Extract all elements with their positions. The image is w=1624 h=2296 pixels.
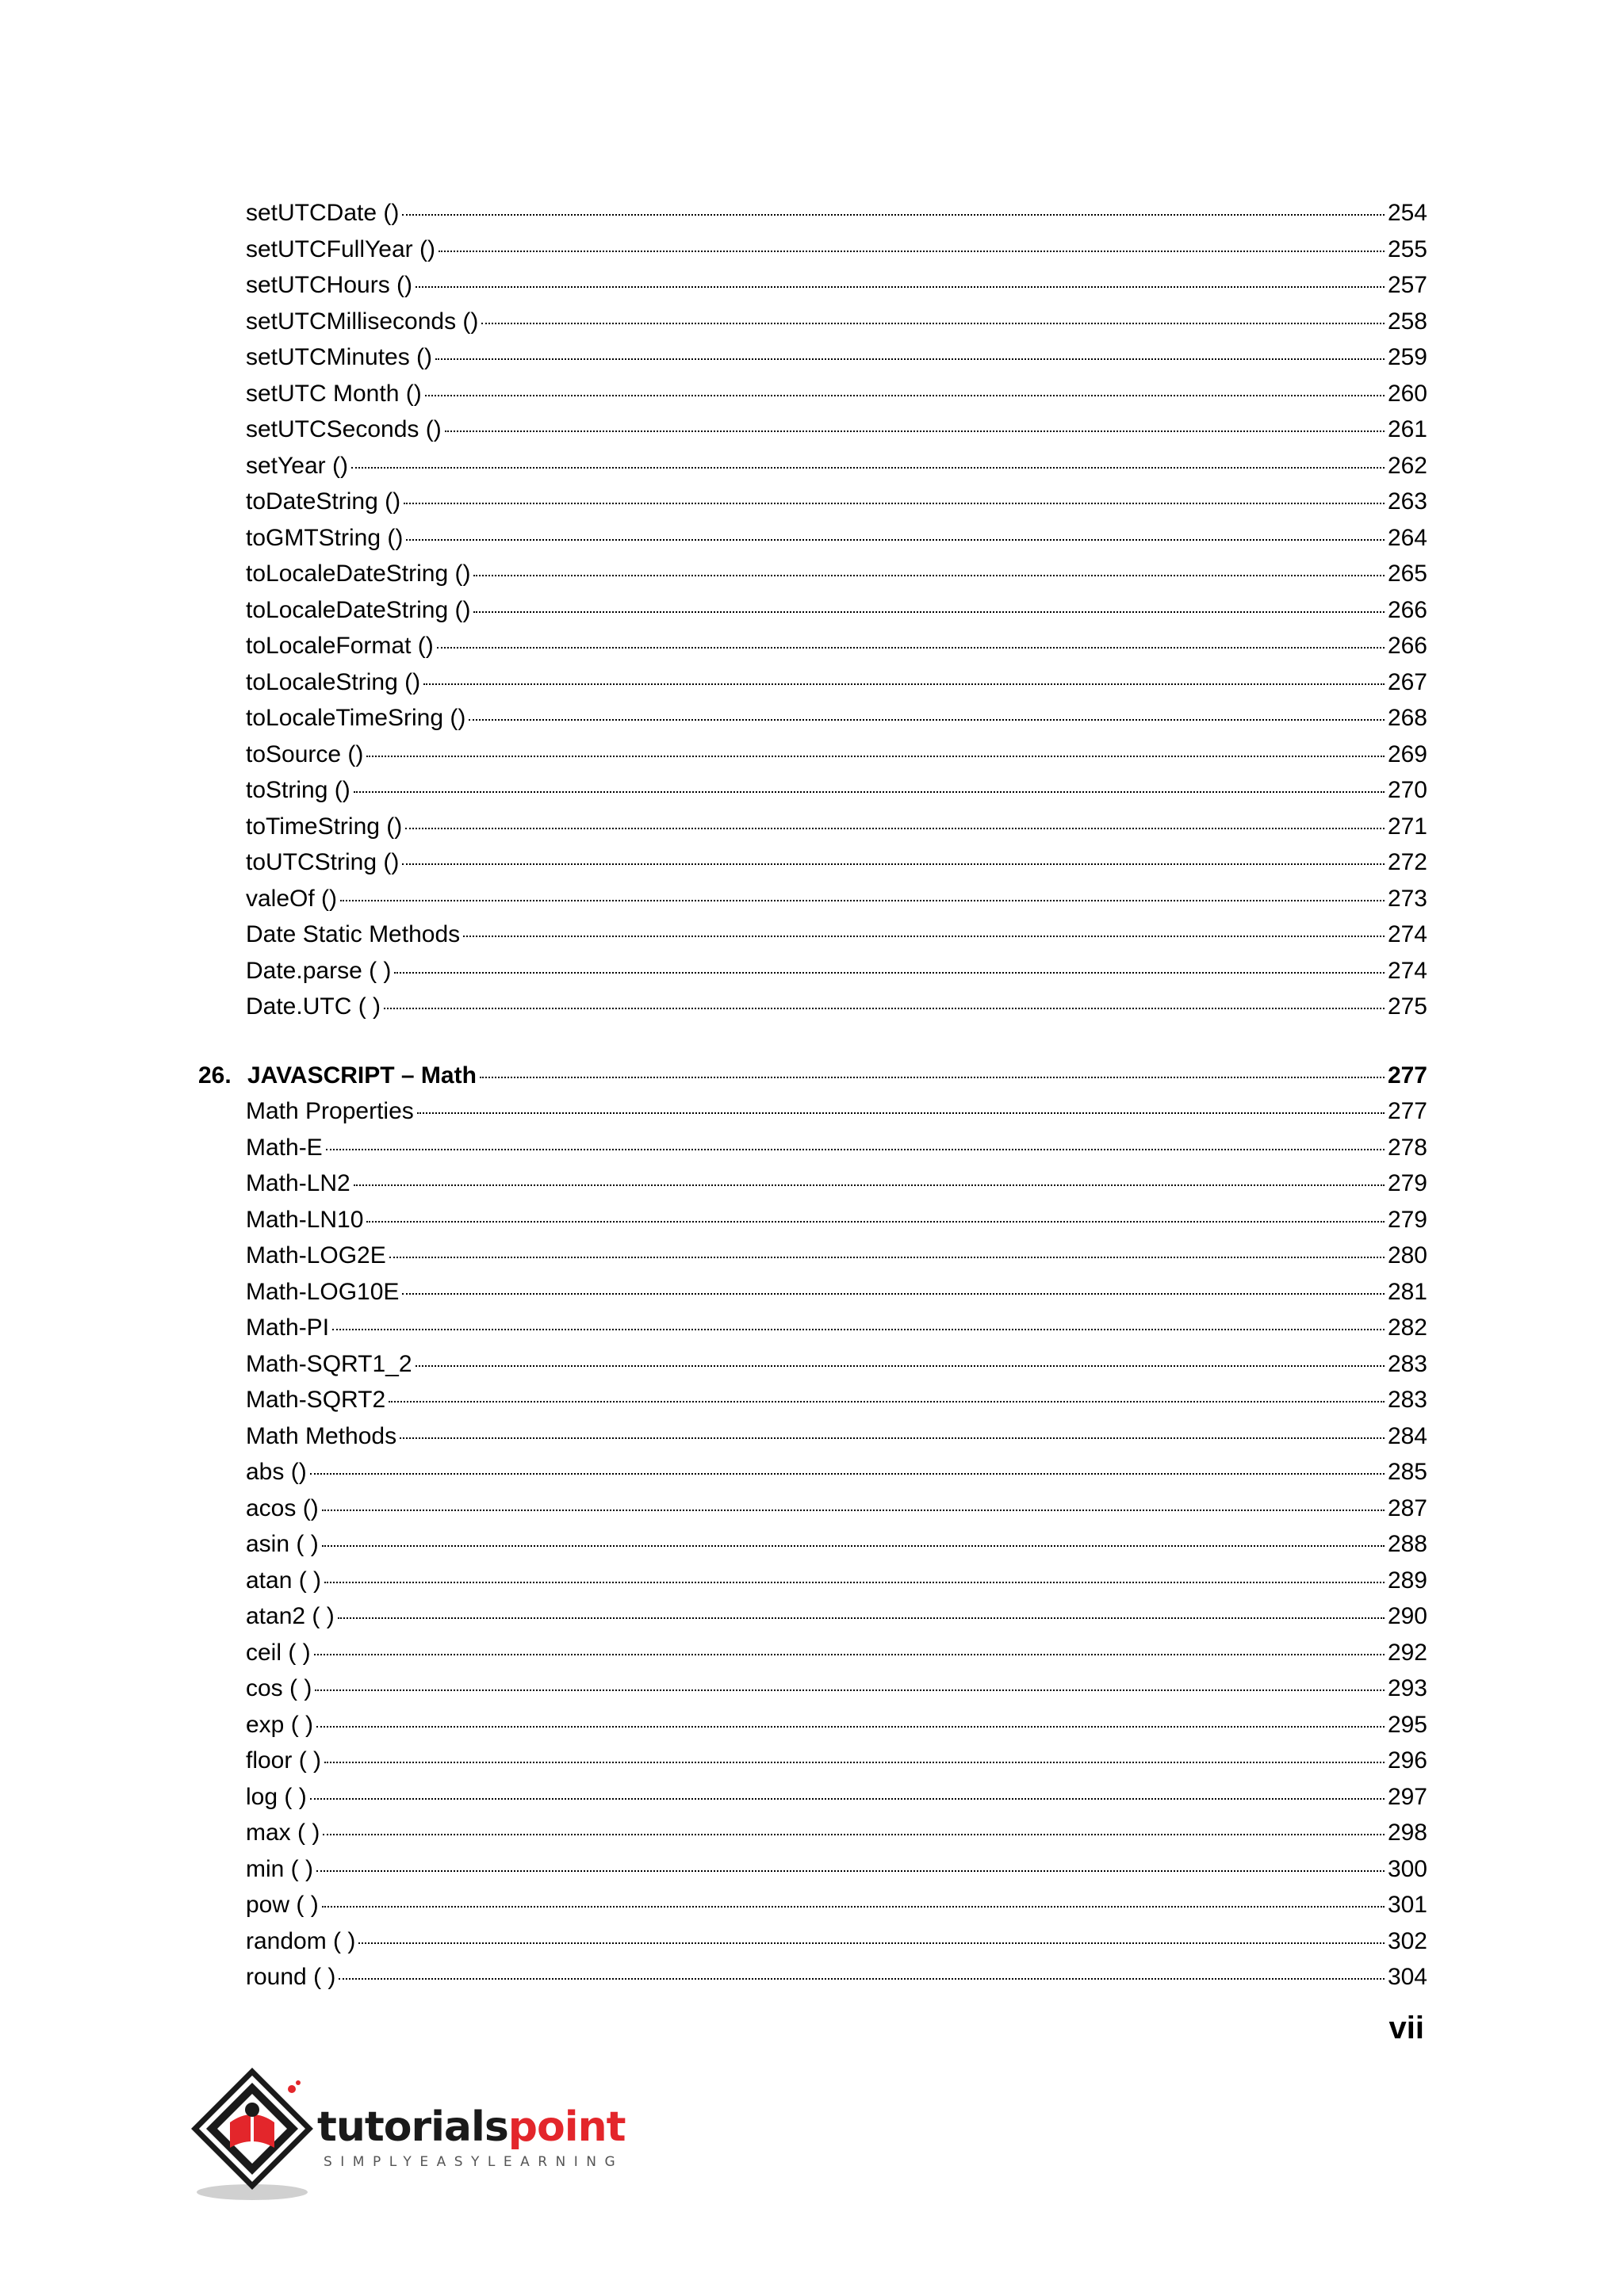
tutorialspoint-logo: [190, 2065, 634, 2204]
toc-entry[interactable]: [246, 486, 1427, 518]
toc-dot-leader: [354, 1184, 1385, 1186]
toc-dot-leader: [435, 358, 1385, 360]
toc-entry[interactable]: [246, 378, 1427, 410]
toc-entry-label: atan ( ): [246, 1567, 322, 1594]
toc-entry-label: max ( ): [246, 1820, 320, 1846]
toc-dot-leader: [402, 1293, 1385, 1295]
toc-dot-leader: [416, 286, 1385, 288]
toc-entry-label: setUTCMinutes (): [246, 344, 433, 370]
toc-entry[interactable]: [246, 1240, 1427, 1272]
toc-dot-leader: [402, 863, 1385, 865]
toc-entry[interactable]: [246, 450, 1427, 482]
toc-dot-leader: [354, 791, 1385, 793]
toc-entry-label: toUTCString (): [246, 849, 400, 875]
toc-entry-label: ceil ( ): [246, 1639, 311, 1666]
toc-entry-label: Math-SQRT2: [246, 1387, 386, 1413]
toc-entry[interactable]: [246, 1817, 1427, 1849]
toc-entry-label: setUTCFullYear (): [246, 235, 435, 262]
toc-dot-leader: [437, 647, 1385, 649]
toc-entry-label: random ( ): [246, 1927, 356, 1954]
toc-entry-label: toTimeString (): [246, 813, 403, 840]
toc-entry-label: cos ( ): [246, 1675, 312, 1701]
toc-entry-page: 254: [1387, 200, 1427, 226]
toc-entry[interactable]: [246, 1889, 1427, 1921]
toc-entry-page: 302: [1387, 1927, 1427, 1954]
toc-entry[interactable]: [246, 1168, 1427, 1200]
toc-dot-leader: [423, 683, 1385, 685]
toc-entry-label: setUTCHours (): [246, 272, 413, 298]
toc-entry-label: Math-E: [246, 1134, 323, 1161]
logo-tagline: SIMPLYEASYLEARNING: [324, 2154, 624, 2170]
toc-entry-label: JAVASCRIPT – Math: [247, 1062, 477, 1089]
toc-entry-label: round ( ): [246, 1964, 336, 1990]
toc-dot-leader: [406, 539, 1385, 541]
toc-entry-label: min ( ): [246, 1855, 313, 1882]
toc-entry[interactable]: [246, 847, 1427, 878]
toc-dot-leader: [394, 972, 1385, 974]
toc-entry-page: 296: [1387, 1747, 1427, 1774]
toc-entry-label: setUTC Month (): [246, 380, 422, 407]
toc-entry[interactable]: [246, 1493, 1427, 1525]
toc-entry[interactable]: [246, 811, 1427, 843]
toc-entry[interactable]: [246, 1456, 1427, 1488]
toc-entry-label: valeOf (): [246, 885, 338, 912]
toc-dot-leader: [439, 251, 1385, 252]
toc-entry-label: toSource (): [246, 740, 364, 767]
toc-entry-label: toLocaleDateString (): [246, 596, 471, 623]
toc-entry[interactable]: [246, 342, 1427, 373]
toc-entry-label: Math Methods: [246, 1422, 397, 1449]
toc-dot-leader: [389, 1401, 1385, 1402]
toc-entry[interactable]: [246, 1961, 1427, 1993]
toc-dot-leader: [315, 1689, 1385, 1691]
toc-entry[interactable]: [246, 306, 1427, 338]
logo-wordmark: [317, 2103, 625, 2151]
toc-entry-page: 273: [1387, 885, 1427, 912]
toc-entry[interactable]: [246, 522, 1427, 554]
toc-entry-label: toLocaleDateString (): [246, 561, 471, 587]
toc-entry-page: 288: [1387, 1531, 1427, 1557]
toc-entry[interactable]: [246, 1529, 1427, 1560]
toc-entry[interactable]: [246, 1854, 1427, 1885]
toc-entry-label: toGMTString (): [246, 524, 404, 551]
toc-dot-leader: [473, 611, 1384, 613]
toc-dot-leader: [481, 323, 1385, 324]
toc-entry-label: toDateString (): [246, 488, 401, 515]
toc-entry-page: 263: [1387, 488, 1427, 515]
toc-entry-label: Math-LOG10E: [246, 1278, 400, 1305]
toc-entry[interactable]: [246, 197, 1427, 229]
toc-entry[interactable]: [246, 739, 1427, 771]
toc-dot-leader: [322, 1510, 1385, 1511]
toc-entry-page: 260: [1387, 380, 1427, 407]
toc-entry-page: 258: [1387, 308, 1427, 335]
toc-dot-leader: [323, 1834, 1385, 1835]
toc-dot-leader: [338, 1617, 1385, 1619]
toc-entry[interactable]: [246, 1384, 1427, 1416]
toc-dot-leader: [322, 1545, 1385, 1547]
toc-entry-page: 270: [1387, 777, 1427, 803]
toc-entry-page: 279: [1387, 1206, 1427, 1233]
toc-entry-label: setYear (): [246, 452, 348, 479]
toc-entry[interactable]: [246, 1926, 1427, 1957]
toc-entry-label: setUTCDate (): [246, 200, 400, 226]
toc-entry-page: 284: [1387, 1422, 1427, 1449]
toc-dot-leader: [324, 1582, 1385, 1583]
toc-entry[interactable]: [246, 1745, 1427, 1777]
toc-dot-leader: [340, 900, 1385, 901]
toc-entry-page: 289: [1387, 1567, 1427, 1594]
toc-entry-page: 297: [1387, 1783, 1427, 1810]
toc-entry-page: 300: [1387, 1855, 1427, 1882]
toc-entry-label: Math-LN10: [246, 1206, 364, 1233]
toc-entry-page: 295: [1387, 1711, 1427, 1738]
toc-dot-leader: [404, 503, 1385, 504]
toc-entry-page: 271: [1387, 813, 1427, 840]
toc-entry-page: 274: [1387, 921, 1427, 947]
toc-entry[interactable]: [246, 234, 1427, 266]
toc-dot-leader: [358, 1942, 1385, 1944]
toc-entry-page: 283: [1387, 1387, 1427, 1413]
toc-dot-leader: [384, 1008, 1385, 1009]
toc-entry-page: 293: [1387, 1675, 1427, 1701]
toc-entry[interactable]: [246, 414, 1427, 446]
toc-entry[interactable]: [246, 1601, 1427, 1632]
toc-dot-leader: [324, 1762, 1385, 1763]
toc-entry[interactable]: [246, 270, 1427, 301]
toc-entry[interactable]: [246, 1421, 1427, 1452]
toc-entry-page: 280: [1387, 1242, 1427, 1269]
toc-dot-leader: [310, 1473, 1385, 1475]
toc-entry-label: Math-PI: [246, 1314, 330, 1341]
toc-entry-page: 277: [1387, 1062, 1427, 1089]
toc-entry-page: 277: [1387, 1098, 1427, 1124]
toc-entry-page: 257: [1387, 272, 1427, 298]
toc-entry-page: 255: [1387, 235, 1427, 262]
toc-entry[interactable]: [246, 702, 1427, 734]
toc-entry[interactable]: [246, 883, 1427, 915]
toc-dot-leader: [322, 1906, 1385, 1908]
toc-entry-page: 283: [1387, 1350, 1427, 1377]
toc-dot-leader: [332, 1329, 1385, 1330]
toc-entry[interactable]: [246, 1132, 1427, 1164]
toc-entry-page: 267: [1387, 668, 1427, 695]
toc-dot-leader: [480, 1077, 1385, 1078]
toc-entry-label: Math-SQRT1_2: [246, 1350, 412, 1377]
toc-chapter-heading[interactable]: [198, 1060, 1427, 1092]
logo-wordmark-point: point: [508, 2103, 626, 2151]
toc-entry-label: log ( ): [246, 1783, 307, 1810]
toc-dot-leader: [389, 1257, 1385, 1258]
logo-wordmark-tutorials: tutorials: [317, 2103, 508, 2151]
toc-entry-page: 268: [1387, 705, 1427, 731]
toc-dot-leader: [463, 936, 1385, 937]
toc-entry[interactable]: [246, 1637, 1427, 1669]
toc-entry[interactable]: [246, 1312, 1427, 1344]
toc-entry-page: 272: [1387, 849, 1427, 875]
toc-dot-leader: [425, 395, 1385, 396]
toc-entry-label: acos (): [246, 1494, 319, 1521]
toc-entry-label: floor ( ): [246, 1747, 322, 1774]
toc-entry[interactable]: [246, 667, 1427, 698]
toc-entry-label: Math-LN2: [246, 1170, 350, 1196]
toc-entry-label: Date Static Methods: [246, 921, 461, 947]
toc-entry-label: abs (): [246, 1459, 307, 1485]
toc-entry-page: 266: [1387, 633, 1427, 659]
toc-entry[interactable]: [246, 1709, 1427, 1741]
toc-entry-label: Date.UTC ( ): [246, 993, 381, 1020]
toc-entry-label: Date.parse ( ): [246, 957, 392, 984]
toc-entry-page: 269: [1387, 740, 1427, 767]
toc-dot-leader: [316, 1870, 1385, 1872]
toc-entry-page: 261: [1387, 416, 1427, 442]
toc-entry[interactable]: [246, 630, 1427, 662]
toc-entry[interactable]: [246, 1565, 1427, 1597]
toc-dot-leader: [405, 828, 1385, 829]
toc-entry-label: exp ( ): [246, 1711, 314, 1738]
toc-dot-leader: [314, 1654, 1385, 1655]
page-number: vii: [1388, 2011, 1424, 2045]
toc-dot-leader: [400, 1437, 1385, 1439]
toc-entry-label: setUTCSeconds (): [246, 416, 442, 442]
toc-entry-label: atan2 ( ): [246, 1603, 335, 1629]
toc-entry[interactable]: [246, 775, 1427, 806]
toc-dot-leader: [339, 1978, 1385, 1980]
toc-entry[interactable]: [246, 595, 1427, 626]
toc-entry[interactable]: [246, 1096, 1427, 1127]
toc-dot-leader: [310, 1798, 1385, 1800]
toc-entry-label: toLocaleFormat (): [246, 633, 434, 659]
toc-entry-page: 281: [1387, 1278, 1427, 1305]
toc-entry-page: 304: [1387, 1964, 1427, 1990]
toc-entry-label: Math Properties: [246, 1098, 414, 1124]
toc-entry-page: 275: [1387, 993, 1427, 1020]
toc-entry-page: 274: [1387, 957, 1427, 984]
toc-dot-leader: [326, 1149, 1385, 1150]
toc-entry-page: 290: [1387, 1603, 1427, 1629]
toc-dot-leader: [445, 430, 1385, 432]
toc-chapter-number: 26.: [198, 1062, 232, 1089]
toc-entry[interactable]: [246, 919, 1427, 951]
toc-dot-leader: [402, 214, 1385, 216]
toc-entry[interactable]: [246, 1349, 1427, 1380]
toc-entry[interactable]: [246, 991, 1427, 1023]
toc-entry-page: 265: [1387, 561, 1427, 587]
toc-entry[interactable]: [246, 1204, 1427, 1236]
toc-dot-leader: [366, 1221, 1385, 1223]
toc-entry-label: asin ( ): [246, 1531, 319, 1557]
toc-dot-leader: [469, 719, 1385, 721]
toc-entry[interactable]: [246, 955, 1427, 987]
toc-entry-page: 259: [1387, 344, 1427, 370]
toc-entry-page: 266: [1387, 596, 1427, 623]
toc-entry-page: 298: [1387, 1820, 1427, 1846]
toc-entry-page: 292: [1387, 1639, 1427, 1666]
toc-entry-page: 279: [1387, 1170, 1427, 1196]
toc-entry-page: 278: [1387, 1134, 1427, 1161]
toc-entry[interactable]: [246, 558, 1427, 590]
toc-dot-leader: [416, 1365, 1385, 1367]
toc-dot-leader: [473, 575, 1384, 576]
toc-dot-leader: [366, 756, 1385, 757]
toc-entry-label: toLocaleTimeSring (): [246, 705, 466, 731]
toc-dot-leader: [417, 1112, 1385, 1114]
toc-entry-label: toString (): [246, 777, 350, 803]
toc-entry-label: Math-LOG2E: [246, 1242, 386, 1269]
toc-entry-label: setUTCMilliseconds (): [246, 308, 479, 335]
toc-entry-label: pow ( ): [246, 1892, 319, 1918]
toc-entry-page: 282: [1387, 1314, 1427, 1341]
toc-entry-page: 285: [1387, 1459, 1427, 1485]
toc-entry-label: toLocaleString (): [246, 668, 421, 695]
toc-entry[interactable]: [246, 1276, 1427, 1308]
toc-entry[interactable]: [246, 1673, 1427, 1705]
toc-dot-leader: [351, 467, 1385, 469]
logo-diamond-icon: [190, 2065, 325, 2204]
toc-entry-page: 264: [1387, 524, 1427, 551]
toc-entry-page: 301: [1387, 1892, 1427, 1918]
toc-entry-page: 262: [1387, 452, 1427, 479]
toc-entry[interactable]: [246, 1781, 1427, 1813]
toc-entry-page: 287: [1387, 1494, 1427, 1521]
toc-dot-leader: [316, 1726, 1385, 1728]
